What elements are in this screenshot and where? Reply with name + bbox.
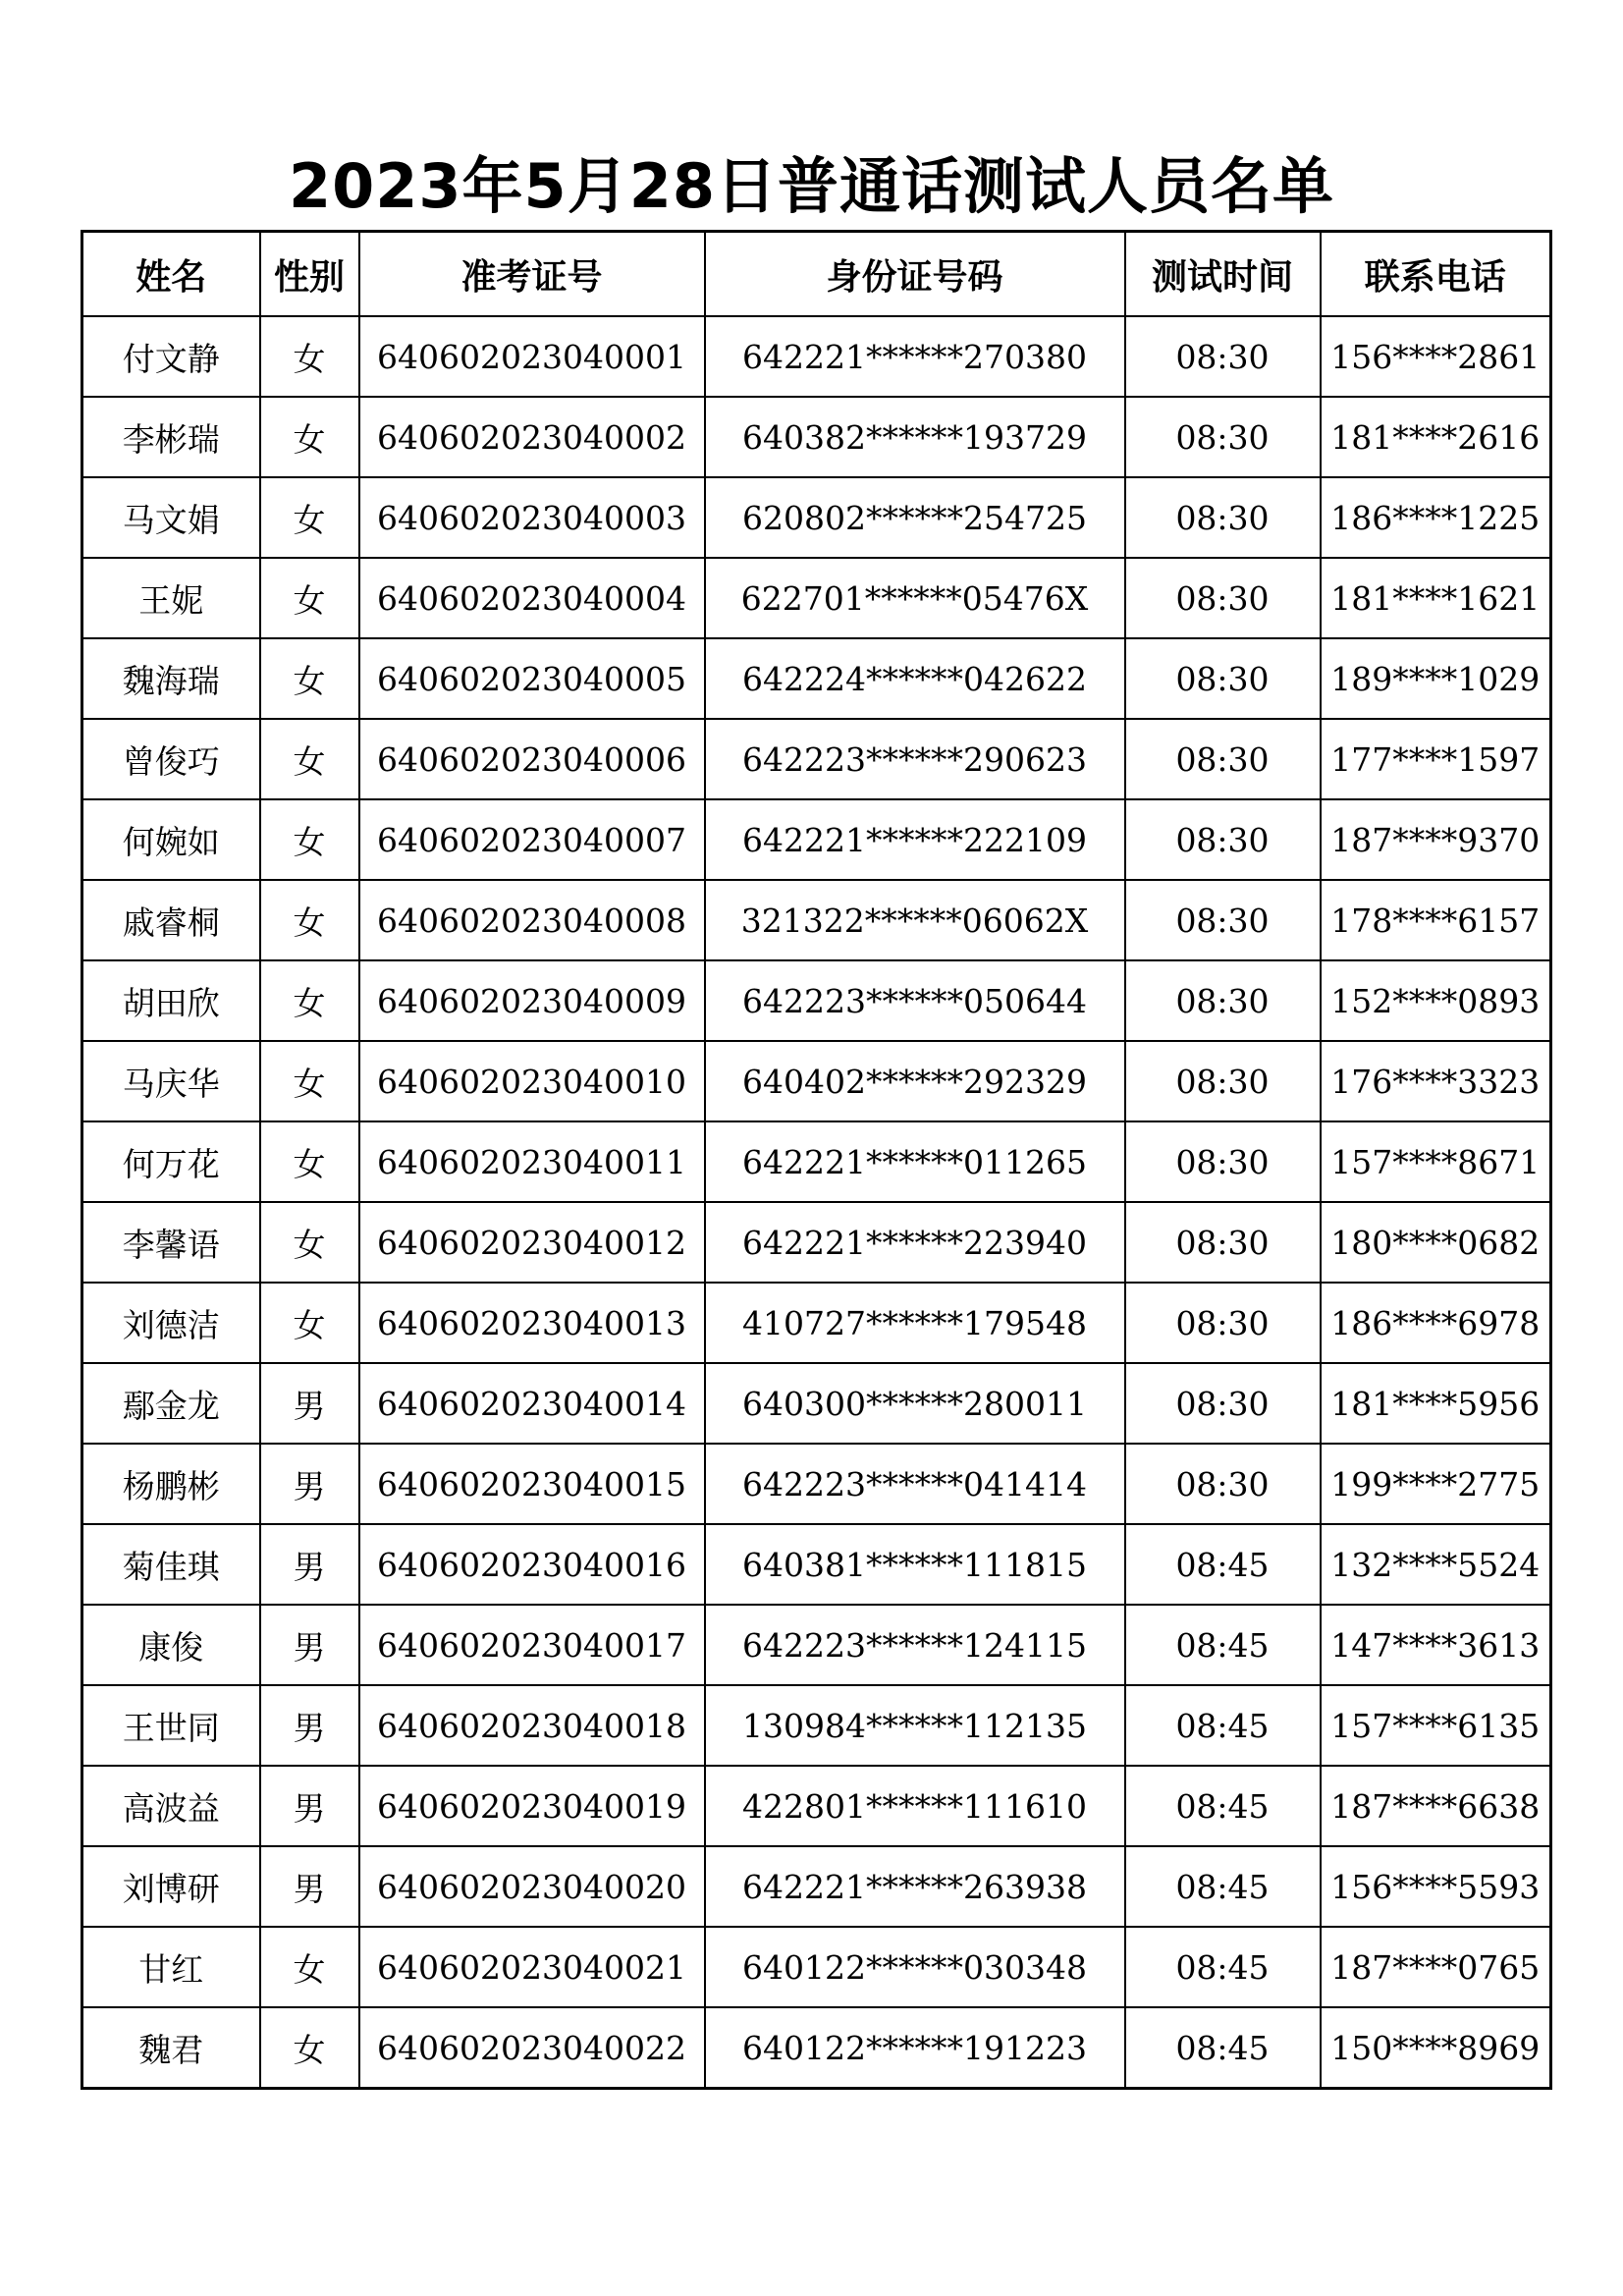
cell-id-number: 642221******263938 <box>705 1846 1125 1927</box>
table-row <box>82 1605 1551 1685</box>
cell-name: 魏君 <box>82 2007 260 2089</box>
cell-id-number: 620802******254725 <box>705 477 1125 558</box>
table-row <box>82 1846 1551 1927</box>
cell-test-time: 08:30 <box>1125 638 1321 719</box>
cell-name: 刘博研 <box>82 1846 260 1927</box>
cell-gender: 男 <box>260 1685 359 1766</box>
cell-ticket-number: 640602023040015 <box>359 1444 705 1524</box>
cell-phone: 177****1597 <box>1321 719 1551 799</box>
cell-phone: 157****6135 <box>1321 1685 1551 1766</box>
cell-id-number: 640122******030348 <box>705 1927 1125 2007</box>
cell-phone: 147****3613 <box>1321 1605 1551 1685</box>
cell-test-time: 08:45 <box>1125 1766 1321 1846</box>
cell-ticket-number: 640602023040018 <box>359 1685 705 1766</box>
cell-gender: 女 <box>260 1283 359 1363</box>
cell-gender: 女 <box>260 2007 359 2089</box>
table-row <box>82 477 1551 558</box>
cell-id-number: 642221******270380 <box>705 316 1125 397</box>
cell-ticket-number: 640602023040009 <box>359 960 705 1041</box>
cell-id-number: 640402******292329 <box>705 1041 1125 1121</box>
cell-test-time: 08:30 <box>1125 960 1321 1041</box>
cell-test-time: 08:45 <box>1125 1846 1321 1927</box>
cell-test-time: 08:30 <box>1125 1363 1321 1444</box>
cell-ticket-number: 640602023040010 <box>359 1041 705 1121</box>
cell-gender: 女 <box>260 1927 359 2007</box>
cell-gender: 女 <box>260 1041 359 1121</box>
cell-id-number: 642221******222109 <box>705 799 1125 880</box>
cell-ticket-number: 640602023040014 <box>359 1363 705 1444</box>
cell-phone: 181****5956 <box>1321 1363 1551 1444</box>
cell-name: 刘德洁 <box>82 1283 260 1363</box>
table-row <box>82 1283 1551 1363</box>
header-phone: 联系电话 <box>1321 232 1551 317</box>
cell-gender: 男 <box>260 1363 359 1444</box>
table-row <box>82 1363 1551 1444</box>
cell-phone: 156****5593 <box>1321 1846 1551 1927</box>
table-row <box>82 1041 1551 1121</box>
cell-ticket-number: 640602023040013 <box>359 1283 705 1363</box>
cell-ticket-number: 640602023040022 <box>359 2007 705 2089</box>
cell-ticket-number: 640602023040001 <box>359 316 705 397</box>
header-ticket-number: 准考证号 <box>359 232 705 317</box>
cell-test-time: 08:30 <box>1125 719 1321 799</box>
cell-phone: 157****8671 <box>1321 1121 1551 1202</box>
cell-gender: 男 <box>260 1444 359 1524</box>
cell-ticket-number: 640602023040007 <box>359 799 705 880</box>
cell-id-number: 410727******179548 <box>705 1283 1125 1363</box>
roster-table <box>81 230 1552 2090</box>
table-header <box>82 232 1551 317</box>
cell-phone: 186****6978 <box>1321 1283 1551 1363</box>
cell-name: 李馨语 <box>82 1202 260 1283</box>
cell-ticket-number: 640602023040002 <box>359 397 705 477</box>
cell-id-number: 622701******05476X <box>705 558 1125 638</box>
cell-phone: 178****6157 <box>1321 880 1551 960</box>
cell-name: 魏海瑞 <box>82 638 260 719</box>
cell-ticket-number: 640602023040012 <box>359 1202 705 1283</box>
cell-id-number: 321322******06062X <box>705 880 1125 960</box>
cell-gender: 女 <box>260 316 359 397</box>
cell-phone: 187****0765 <box>1321 1927 1551 2007</box>
cell-gender: 女 <box>260 638 359 719</box>
cell-test-time: 08:30 <box>1125 1041 1321 1121</box>
header-gender: 性别 <box>260 232 359 317</box>
cell-test-time: 08:30 <box>1125 558 1321 638</box>
cell-phone: 132****5524 <box>1321 1524 1551 1605</box>
table-row <box>82 1927 1551 2007</box>
cell-test-time: 08:30 <box>1125 477 1321 558</box>
cell-ticket-number: 640602023040011 <box>359 1121 705 1202</box>
table-row <box>82 880 1551 960</box>
cell-name: 王妮 <box>82 558 260 638</box>
cell-test-time: 08:30 <box>1125 1121 1321 1202</box>
table-row <box>82 1685 1551 1766</box>
cell-gender: 男 <box>260 1524 359 1605</box>
cell-gender: 女 <box>260 719 359 799</box>
cell-name: 杨鹏彬 <box>82 1444 260 1524</box>
table-row <box>82 1444 1551 1524</box>
cell-name: 康俊 <box>82 1605 260 1685</box>
cell-ticket-number: 640602023040020 <box>359 1846 705 1927</box>
cell-phone: 156****2861 <box>1321 316 1551 397</box>
cell-name: 李彬瑞 <box>82 397 260 477</box>
cell-gender: 女 <box>260 397 359 477</box>
cell-name: 高波益 <box>82 1766 260 1846</box>
cell-phone: 181****2616 <box>1321 397 1551 477</box>
cell-ticket-number: 640602023040016 <box>359 1524 705 1605</box>
cell-phone: 181****1621 <box>1321 558 1551 638</box>
table-row <box>82 1766 1551 1846</box>
table-row <box>82 397 1551 477</box>
cell-name: 曾俊巧 <box>82 719 260 799</box>
header-id-number: 身份证号码 <box>705 232 1125 317</box>
table-row <box>82 316 1551 397</box>
header-name: 姓名 <box>82 232 260 317</box>
cell-test-time: 08:30 <box>1125 1283 1321 1363</box>
cell-name: 戚睿桐 <box>82 880 260 960</box>
table-row <box>82 558 1551 638</box>
cell-id-number: 640122******191223 <box>705 2007 1125 2089</box>
header-test-time: 测试时间 <box>1125 232 1321 317</box>
cell-gender: 女 <box>260 558 359 638</box>
cell-test-time: 08:45 <box>1125 1524 1321 1605</box>
cell-test-time: 08:30 <box>1125 1202 1321 1283</box>
cell-gender: 男 <box>260 1766 359 1846</box>
cell-gender: 男 <box>260 1605 359 1685</box>
cell-test-time: 08:45 <box>1125 1927 1321 2007</box>
cell-phone: 150****8969 <box>1321 2007 1551 2089</box>
table-row <box>82 799 1551 880</box>
cell-ticket-number: 640602023040005 <box>359 638 705 719</box>
cell-ticket-number: 640602023040006 <box>359 719 705 799</box>
cell-id-number: 642223******041414 <box>705 1444 1125 1524</box>
cell-phone: 176****3323 <box>1321 1041 1551 1121</box>
cell-test-time: 08:30 <box>1125 880 1321 960</box>
cell-test-time: 08:30 <box>1125 1444 1321 1524</box>
cell-id-number: 642223******050644 <box>705 960 1125 1041</box>
cell-phone: 187****6638 <box>1321 1766 1551 1846</box>
cell-name: 何万花 <box>82 1121 260 1202</box>
cell-id-number: 640300******280011 <box>705 1363 1125 1444</box>
cell-ticket-number: 640602023040004 <box>359 558 705 638</box>
cell-phone: 187****9370 <box>1321 799 1551 880</box>
cell-id-number: 642221******011265 <box>705 1121 1125 1202</box>
cell-ticket-number: 640602023040017 <box>359 1605 705 1685</box>
cell-id-number: 130984******112135 <box>705 1685 1125 1766</box>
cell-id-number: 640381******111815 <box>705 1524 1125 1605</box>
cell-gender: 女 <box>260 1121 359 1202</box>
cell-name: 菊佳琪 <box>82 1524 260 1605</box>
cell-id-number: 422801******111610 <box>705 1766 1125 1846</box>
cell-id-number: 642224******042622 <box>705 638 1125 719</box>
table-body <box>82 316 1551 2089</box>
cell-gender: 女 <box>260 960 359 1041</box>
cell-name: 马庆华 <box>82 1041 260 1121</box>
table-row <box>82 960 1551 1041</box>
cell-ticket-number: 640602023040019 <box>359 1766 705 1846</box>
cell-id-number: 642223******124115 <box>705 1605 1125 1685</box>
cell-test-time: 08:30 <box>1125 316 1321 397</box>
cell-phone: 189****1029 <box>1321 638 1551 719</box>
cell-gender: 女 <box>260 880 359 960</box>
table-row <box>82 638 1551 719</box>
cell-gender: 男 <box>260 1846 359 1927</box>
cell-name: 甘红 <box>82 1927 260 2007</box>
cell-name: 付文静 <box>82 316 260 397</box>
cell-test-time: 08:45 <box>1125 1605 1321 1685</box>
cell-gender: 女 <box>260 477 359 558</box>
cell-test-time: 08:30 <box>1125 799 1321 880</box>
cell-phone: 199****2775 <box>1321 1444 1551 1524</box>
cell-ticket-number: 640602023040008 <box>359 880 705 960</box>
cell-gender: 女 <box>260 1202 359 1283</box>
cell-id-number: 642223******290623 <box>705 719 1125 799</box>
cell-name: 何婉如 <box>82 799 260 880</box>
cell-test-time: 08:45 <box>1125 1685 1321 1766</box>
table-row <box>82 719 1551 799</box>
table-row <box>82 1121 1551 1202</box>
table-row <box>82 1202 1551 1283</box>
cell-name: 马文娟 <box>82 477 260 558</box>
cell-phone: 152****0893 <box>1321 960 1551 1041</box>
cell-test-time: 08:30 <box>1125 397 1321 477</box>
cell-name: 王世同 <box>82 1685 260 1766</box>
table-row <box>82 2007 1551 2089</box>
cell-ticket-number: 640602023040021 <box>359 1927 705 2007</box>
cell-name: 鄢金龙 <box>82 1363 260 1444</box>
cell-gender: 女 <box>260 799 359 880</box>
page-title: 2023年5月28日普通话测试人员名单 <box>289 150 1334 222</box>
cell-phone: 180****0682 <box>1321 1202 1551 1283</box>
cell-name: 胡田欣 <box>82 960 260 1041</box>
cell-ticket-number: 640602023040003 <box>359 477 705 558</box>
table-row <box>82 1524 1551 1605</box>
header-row <box>82 232 1551 317</box>
cell-test-time: 08:45 <box>1125 2007 1321 2089</box>
cell-phone: 186****1225 <box>1321 477 1551 558</box>
cell-id-number: 640382******193729 <box>705 397 1125 477</box>
cell-id-number: 642221******223940 <box>705 1202 1125 1283</box>
